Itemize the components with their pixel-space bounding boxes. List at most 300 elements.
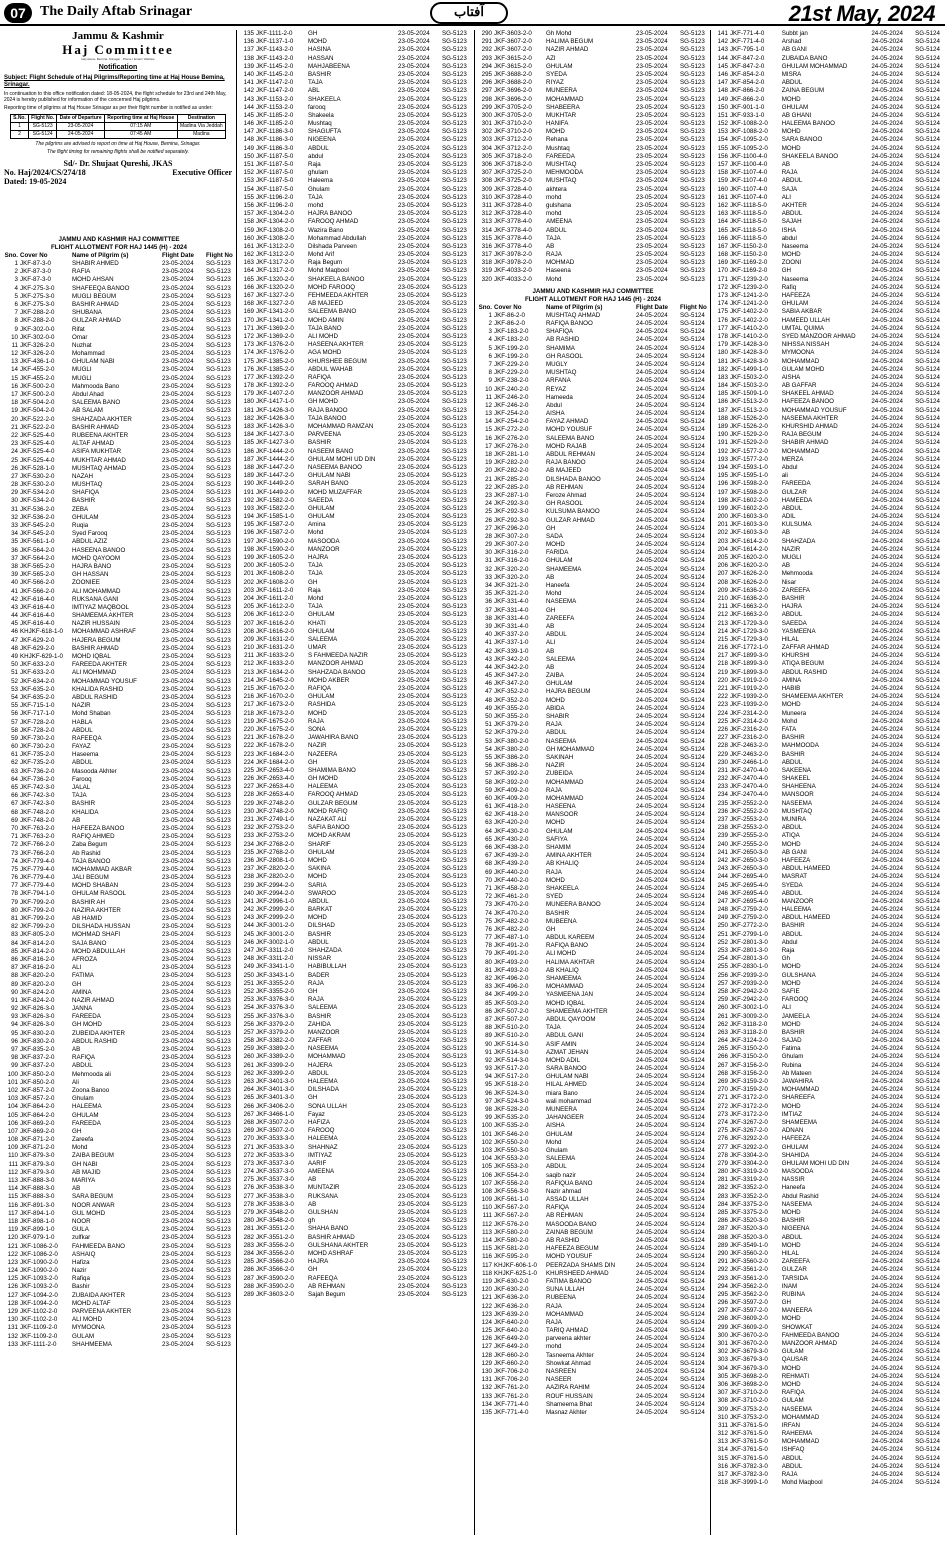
list-item — [240, 112, 472, 120]
flight-number: SG-5123 — [442, 1045, 467, 1053]
serial-number: 211 — [244, 652, 254, 660]
flight-number: SG-5123 — [442, 177, 467, 185]
cover-number: JKF-1145-2-0 — [256, 70, 294, 78]
serial-number: 268 — [243, 1118, 254, 1126]
cover-number: JKF-3710-2-0 — [494, 120, 532, 128]
list-item — [240, 1094, 472, 1102]
flight-date: 23-05-2024 — [162, 1136, 194, 1144]
cover-number: JKF-576-2-0 — [494, 1220, 529, 1228]
pilgrim-name: Masooda Akhter — [72, 767, 117, 775]
flight-number: SG-5123 — [206, 300, 231, 308]
flight-number: SG-5124 — [680, 1122, 705, 1130]
flight-date: 24-05-2024 — [871, 766, 903, 774]
pilgrim-name: Ali — [72, 1078, 79, 1086]
flight-date: 23-05-2024 — [162, 571, 194, 579]
cover-number: JKF-3376-3-0 — [256, 1004, 294, 1012]
list-item — [714, 1307, 943, 1315]
list-item — [478, 177, 708, 185]
cover-number: JKF-3466-1-0 — [256, 1110, 294, 1118]
table-row — [11, 131, 226, 139]
cover-number: JKF-1603-3-0 — [729, 529, 768, 537]
cover-number: JKF-3782-3-0 — [729, 1462, 768, 1470]
flight-number: SG-5124 — [915, 971, 940, 979]
pilgrim-name: SHAMEEMA AKHTER — [781, 693, 844, 701]
serial-number: 174 — [717, 300, 728, 308]
flight-date: 24-05-2024 — [871, 62, 903, 70]
pilgrim-name: MOHD — [781, 840, 801, 848]
flight-number: SG-5124 — [915, 414, 940, 422]
serial-number: 304 — [717, 1364, 728, 1372]
cover-number: JKF-1102-2-0 — [20, 1308, 58, 1315]
table-row — [11, 123, 226, 131]
pilgrim-name: MOHD — [781, 95, 801, 103]
list-item — [4, 751, 234, 759]
cover-number: JKF-3537-3-0 — [256, 1176, 294, 1184]
list-item — [4, 1030, 234, 1038]
cover-number: JKF-2768-2-0 — [256, 848, 294, 856]
list-header-cell: Flight Date — [162, 252, 194, 259]
serial-number: 135 — [481, 1408, 492, 1416]
cover-number: JKF-3507-2-0 — [256, 1118, 294, 1126]
flight-number: SG-5124 — [680, 311, 705, 319]
list-item — [478, 194, 708, 202]
list-item — [478, 267, 708, 275]
flight-number: SG-5123 — [442, 423, 467, 430]
flight-date: 24-05-2024 — [871, 996, 903, 1004]
cover-number: JKF-629-2-0 — [20, 636, 55, 644]
pilgrim-name: SHAHNAZ — [308, 1143, 338, 1151]
flight-date: 23-05-2024 — [398, 865, 430, 873]
list-item — [4, 702, 234, 710]
flight-date: 23-05-2024 — [162, 644, 194, 652]
flight-number: SG-5124 — [915, 1200, 940, 1208]
flight-number: SG-5123 — [206, 1201, 231, 1209]
cover-number: JKF-3159-2-0 — [729, 1078, 768, 1085]
flight-date: 23-05-2024 — [398, 1151, 430, 1159]
pilgrim-name: SADA — [546, 532, 563, 540]
flight-date: 24-05-2024 — [871, 987, 903, 995]
pilgrim-name: KHATI — [308, 619, 326, 627]
pilgrim-name: saqib nazir — [546, 1171, 576, 1179]
serial-number: 178 — [717, 332, 728, 340]
table-cell: SG-5124 — [28, 131, 56, 139]
flight-date: 23-05-2024 — [162, 882, 194, 890]
flight-date: 23-05-2024 — [162, 759, 194, 767]
flight-date: 24-05-2024 — [871, 644, 903, 652]
flight-date: 23-05-2024 — [162, 702, 194, 710]
flight-date: 24-05-2024 — [871, 1159, 903, 1167]
flight-number: SG-5123 — [206, 1062, 231, 1070]
serial-number: 122 — [481, 1302, 492, 1310]
flight-date: 24-05-2024 — [636, 860, 668, 868]
flight-list-column-1 — [4, 236, 234, 1536]
list-item — [714, 1193, 943, 1201]
serial-number: 165 — [243, 275, 254, 283]
serial-number: 23 — [485, 491, 492, 499]
flight-number: SG-5123 — [442, 865, 467, 873]
list-item — [714, 38, 943, 46]
serial-number: 131 — [7, 1324, 18, 1332]
flight-number: SG-5124 — [915, 1331, 940, 1339]
flight-number: SG-5123 — [206, 767, 231, 775]
serial-number: 298 — [717, 1315, 728, 1323]
cover-number: JKF-3401-3-0 — [256, 1078, 294, 1085]
flight-number: SG-5124 — [680, 344, 705, 352]
pilgrim-name: GHULAM — [781, 103, 809, 111]
flight-date: 24-05-2024 — [636, 1408, 668, 1416]
cover-number: JKF-1673-2-0 — [256, 709, 294, 717]
cover-number: JKF-3566-2-0 — [256, 1258, 294, 1266]
flight-date: 23-05-2024 — [398, 234, 430, 242]
list-item — [714, 1021, 943, 1029]
flight-number: SG-5124 — [915, 1290, 940, 1298]
flight-number: SG-5123 — [442, 488, 467, 496]
pilgrim-name: AARIF — [308, 1159, 327, 1167]
flight-number: SG-5124 — [680, 884, 705, 892]
cover-number: JKF-199-2-0 — [494, 352, 529, 360]
pilgrim-name: GH — [781, 1299, 791, 1307]
list-item — [240, 1283, 472, 1291]
serial-number: 116 — [8, 1201, 18, 1209]
flight-number: SG-5123 — [206, 1332, 231, 1340]
list-item — [4, 841, 234, 849]
serial-number: 223 — [243, 750, 254, 758]
pilgrim-name: MOHD IQBAL — [72, 653, 111, 660]
pilgrim-name: SONA — [308, 725, 326, 733]
cover-number: JKF-1100-4-0 — [729, 161, 768, 168]
cover-number: JKF-1529-2-0 — [729, 439, 768, 447]
serial-number: 160 — [243, 234, 254, 242]
cover-number: JKF-1608-2-0 — [256, 570, 294, 578]
flight-date: 23-05-2024 — [398, 169, 430, 177]
serial-number: 172 — [717, 283, 728, 291]
cover-number: JKF-1526-2-0 — [729, 414, 768, 422]
cover-number: JKF-1407-2-0 — [256, 390, 294, 398]
pilgrim-name: Omar — [72, 333, 88, 341]
cover-number: JKF-794-1-0 — [20, 890, 55, 898]
cover-number: JKF-728-2-0 — [20, 718, 55, 726]
serial-number: 283 — [243, 1241, 254, 1249]
cover-number: JKF-1100-4-0 — [729, 152, 768, 160]
flight-number: SG-5123 — [206, 685, 231, 693]
serial-number: 13 — [11, 358, 18, 366]
serial-number: 170 — [243, 316, 254, 324]
flight-date: 24-05-2024 — [871, 161, 903, 168]
serial-number: 47 — [11, 636, 18, 644]
serial-number: 240 — [717, 840, 728, 848]
cover-number: JKF-240-2-0 — [494, 385, 529, 393]
pilgrim-name: HABIB — [781, 685, 801, 692]
list-item — [478, 153, 708, 161]
flight-number: SG-5124 — [915, 693, 940, 701]
flight-date: 23-05-2024 — [398, 1200, 430, 1208]
pilgrim-name: HASEENA — [546, 803, 576, 811]
list-item — [478, 1352, 708, 1360]
list-item — [4, 317, 234, 325]
cover-number: JKF-3002-1-0 — [256, 938, 294, 946]
list-item — [478, 672, 708, 680]
flight-number: SG-5123 — [442, 1184, 467, 1192]
flight-number: SG-5123 — [206, 276, 231, 284]
serial-number: 208 — [717, 578, 728, 586]
cover-number: JKF-288-2-0 — [20, 317, 55, 325]
pilgrim-name: NAZIR — [546, 762, 565, 770]
serial-number: 11 — [485, 393, 492, 401]
cover-number: JKF-3520-3-0 — [729, 1225, 768, 1233]
cover-number: JKF-850-2-0 — [20, 1078, 55, 1086]
flight-date: 24-05-2024 — [636, 1130, 668, 1138]
cover-number: JKF-2653-4-0 — [256, 775, 294, 783]
serial-number: 285 — [243, 1258, 254, 1266]
flight-number: SG-5124 — [915, 95, 940, 103]
cover-number: JKF-458-2-0 — [494, 884, 529, 892]
flight-number: SG-5123 — [206, 489, 231, 497]
pilgrim-name: AB MAJEED — [308, 300, 344, 308]
serial-number: 256 — [717, 971, 728, 979]
flight-date: 24-05-2024 — [871, 447, 903, 455]
flight-date: 24-05-2024 — [636, 1179, 668, 1187]
serial-number: 46 — [485, 680, 492, 688]
flight-number: SG-5123 — [206, 947, 231, 955]
flight-number: SG-5124 — [680, 1228, 705, 1236]
flight-date: 23-05-2024 — [398, 529, 430, 537]
list-item — [4, 866, 234, 874]
cover-number: JKF-3698-2-0 — [729, 1380, 768, 1388]
flight-number: SG-5124 — [915, 1323, 940, 1331]
list-item — [4, 637, 234, 645]
cover-number: JKF-635-2-0 — [20, 685, 55, 693]
cover-number: JKF-826-3-0 — [20, 1021, 55, 1029]
flight-number: SG-5124 — [680, 1204, 705, 1212]
pilgrim-name: FAREEDA — [72, 1119, 101, 1127]
pilgrim-name: Nazir — [72, 1267, 87, 1275]
pilgrim-name: mohd — [546, 1343, 562, 1351]
flight-date: 24-05-2024 — [636, 819, 668, 827]
cover-number: JKF-820-2-0 — [20, 980, 55, 988]
flight-date: 23-05-2024 — [162, 833, 194, 841]
cover-number: JKF-524-3-0 — [494, 1089, 529, 1097]
flight-date: 23-05-2024 — [162, 341, 194, 349]
flight-number: SG-5124 — [680, 1130, 705, 1138]
flight-number: SG-5124 — [915, 1307, 940, 1315]
flight-date: 23-05-2024 — [398, 766, 430, 774]
cover-number: JKF-3401-3-0 — [256, 1094, 294, 1102]
list-item — [478, 1360, 708, 1368]
flight-number: SG-5123 — [206, 1168, 231, 1176]
pilgrim-name: GHULAM — [546, 1130, 573, 1138]
serial-number: 49 — [485, 704, 492, 712]
list-item — [4, 416, 234, 424]
list-item — [714, 169, 943, 177]
cover-number: JKF-316-2-0 — [494, 549, 529, 557]
cover-number: JKF-2650-3-0 — [729, 848, 768, 856]
serial-number: 2 — [14, 268, 18, 276]
flight-date: 23-05-2024 — [162, 382, 194, 390]
cover-number: JKF-3679-3-0 — [729, 1348, 768, 1356]
serial-number: 114 — [8, 1185, 18, 1193]
list-item — [240, 562, 472, 570]
cover-number: JKF-3710-2-0 — [729, 1397, 768, 1405]
list-item — [4, 1333, 234, 1341]
serial-number: 245 — [243, 930, 254, 938]
flight-date: 24-05-2024 — [636, 1163, 668, 1171]
pilgrim-name: MOHD — [781, 251, 801, 259]
flight-number: SG-5123 — [206, 710, 231, 718]
serial-number: 132 — [7, 1332, 18, 1340]
pilgrim-name: MOHD IQBAL — [546, 999, 585, 1007]
flight-number: SG-5123 — [442, 570, 467, 578]
list-item — [478, 30, 708, 38]
serial-number: 172 — [243, 332, 254, 340]
serial-number: 82 — [11, 923, 18, 931]
list-item — [240, 783, 472, 791]
list-item — [240, 914, 472, 922]
cover-number: JKF-2768-2-0 — [256, 840, 294, 848]
list-item — [714, 841, 943, 849]
serial-number: 184 — [243, 431, 254, 439]
flight-date: 24-05-2024 — [871, 840, 903, 848]
pilgrim-name: SHAFEEQA BANOO — [72, 284, 130, 292]
list-item — [240, 489, 472, 497]
serial-number: 318 — [481, 259, 492, 267]
list-item — [240, 505, 472, 513]
pilgrim-name: RAJA — [546, 786, 562, 794]
serial-number: 176 — [717, 316, 728, 324]
cover-number: JKF-530-2-0 — [20, 472, 55, 480]
flight-date: 23-05-2024 — [398, 447, 430, 455]
serial-number: 170 — [717, 267, 728, 275]
cover-number: JKF-347-2-0 — [494, 680, 529, 688]
flight-date: 24-05-2024 — [871, 906, 903, 914]
pilgrim-name: ALI — [781, 193, 791, 201]
serial-number: 31 — [485, 557, 492, 565]
flight-date: 23-05-2024 — [162, 366, 194, 374]
flight-number: SG-5123 — [442, 226, 467, 234]
pilgrim-name: MOHD — [781, 1380, 801, 1388]
pilgrim-name: MYMOONA — [72, 1324, 105, 1332]
serial-number: 95 — [11, 1029, 18, 1037]
flight-number: SG-5123 — [442, 111, 467, 119]
serial-number: 50 — [485, 713, 492, 720]
list-item — [714, 448, 943, 456]
cover-number: JKF-1317-2-0 — [256, 259, 294, 267]
list-item — [240, 79, 472, 87]
cover-number: JKF-292-3-0 — [494, 500, 529, 508]
list-item — [478, 394, 708, 402]
list-item — [4, 776, 234, 784]
cover-number: JKF-504-2-0 — [20, 399, 55, 407]
list-item — [714, 636, 943, 644]
pilgrim-name: DILSHADA BANOO — [546, 475, 601, 483]
flight-date: 23-05-2024 — [398, 799, 430, 807]
serial-number: 45 — [11, 620, 18, 628]
flight-date: 23-05-2024 — [398, 349, 430, 357]
list-item — [4, 620, 234, 628]
flight-number: SG-5124 — [915, 922, 940, 930]
pilgrim-name: HALEEMA — [308, 783, 338, 791]
list-item — [714, 734, 943, 742]
serial-number: 19 — [11, 407, 18, 415]
cover-number: JKF-3725-2-0 — [494, 169, 532, 177]
cover-number: JKF-566-2-0 — [20, 579, 55, 587]
serial-number: 154 — [717, 136, 728, 144]
flight-number: SG-5124 — [915, 365, 940, 373]
flight-date: 23-05-2024 — [162, 841, 194, 849]
flight-date: 23-05-2024 — [398, 300, 430, 308]
flight-date: 23-05-2024 — [398, 365, 430, 373]
serial-number: 117 — [482, 1261, 492, 1269]
cover-number: JKF-2801-3-0 — [729, 947, 768, 954]
list-item — [240, 464, 472, 472]
pilgrim-name: Sajah Begum — [308, 1290, 346, 1298]
cover-number: JKF-1327-2-0 — [256, 300, 294, 308]
serial-number: 163 — [243, 259, 254, 267]
serial-number: 140 — [243, 70, 254, 78]
list-item — [240, 922, 472, 930]
flight-number: SG-5124 — [915, 914, 940, 922]
cover-number: JKF-3710-2-0 — [494, 128, 532, 136]
pilgrim-name: SHAREEFA — [781, 1094, 815, 1102]
serial-number: 85 — [11, 947, 18, 955]
flight-date: 24-05-2024 — [871, 488, 903, 496]
pilgrim-name: GULZAR BEGUM — [308, 799, 358, 807]
flight-date: 24-05-2024 — [871, 554, 903, 561]
flight-number: SG-5124 — [915, 897, 940, 905]
pilgrim-name: NIGEENA — [308, 136, 336, 144]
flight-number: SG-5123 — [442, 161, 467, 168]
flight-number: SG-5124 — [915, 226, 940, 234]
flight-number: SG-5123 — [206, 620, 231, 628]
flight-number: SG-5123 — [442, 766, 467, 774]
list-item — [714, 620, 943, 628]
table-header-cell: S.No. — [11, 115, 29, 123]
pilgrim-name: FAYAZ AHMAD — [546, 418, 589, 426]
pilgrim-name: FEHMEEDA AKHTER — [308, 292, 369, 299]
flight-number: SG-5123 — [442, 1020, 467, 1028]
cover-number: JKF-3590-2-0 — [256, 1282, 294, 1290]
cover-number: JKF-470-2-0 — [494, 901, 529, 909]
list-item — [714, 259, 943, 267]
flight-date: 23-05-2024 — [162, 472, 194, 480]
serial-number: 205 — [717, 554, 728, 561]
flight-number: SG-5123 — [206, 800, 231, 808]
cover-number: JKF-1603-3-0 — [729, 521, 768, 529]
pilgrim-name: ABDUL — [546, 1163, 567, 1171]
cover-number: JKF-761-2-0 — [494, 1384, 529, 1392]
pilgrim-name: FAROOQ — [308, 1127, 335, 1135]
cover-number: JKF-649-2-0 — [494, 1335, 529, 1343]
flight-date: 24-05-2024 — [636, 803, 668, 811]
cover-number: JKF-799-2-0 — [20, 906, 55, 914]
flight-date: 23-05-2024 — [162, 865, 194, 873]
serial-number: 267 — [243, 1110, 254, 1118]
flight-date: 24-05-2024 — [871, 1184, 903, 1192]
flight-date: 24-05-2024 — [636, 1056, 668, 1064]
serial-number: 217 — [243, 701, 254, 709]
cover-number: JKF-1449-2-0 — [256, 480, 294, 488]
pilgrim-name: FAREEDA AKHTER — [72, 661, 128, 669]
cover-number: JKF-1447-2-0 — [256, 463, 294, 471]
flight-number: SG-5123 — [442, 971, 467, 979]
pilgrim-name: BASHIR — [72, 497, 96, 505]
pilgrim-name: ALI — [781, 1004, 791, 1012]
list-item — [478, 860, 708, 868]
flight-date: 23-05-2024 — [162, 1144, 194, 1152]
serial-number: 232 — [717, 775, 728, 783]
list-item — [714, 996, 943, 1004]
serial-number: 77 — [485, 934, 492, 942]
pilgrim-name: RAFIQA — [72, 1054, 96, 1062]
